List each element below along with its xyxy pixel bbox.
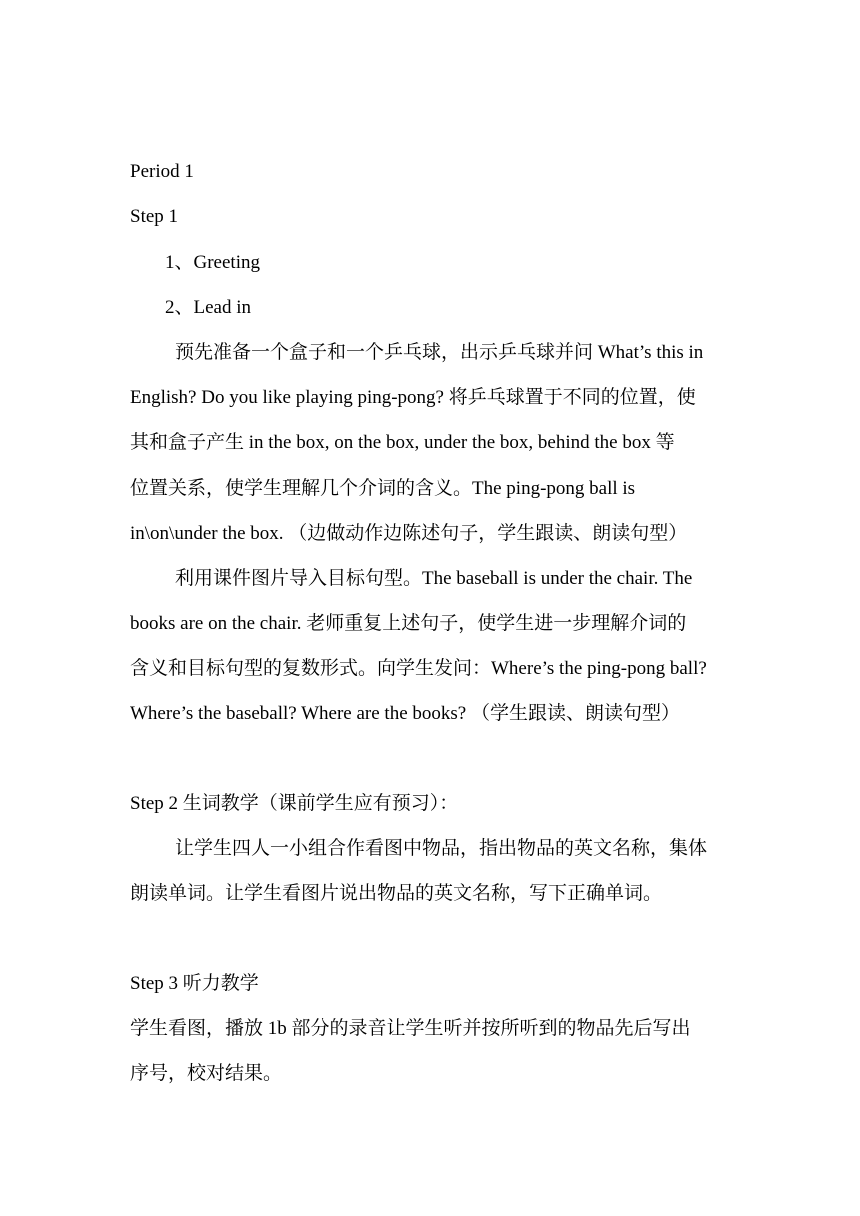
step1-para2-line: 含义和目标句型的复数形式。向学生发问：Where’s the ping-pong ball? xyxy=(130,658,707,679)
step1-item-lead-in: 2、Lead in xyxy=(165,297,252,318)
step1-para2-line: books are on the chair. 老师重复上述句子，使学生进一步理解介词的 xyxy=(130,613,687,634)
step2-heading: Step 2 生词教学（课前学生应有预习）： xyxy=(130,793,459,814)
period-heading: Period 1 xyxy=(130,161,194,182)
step1-heading: Step 1 xyxy=(130,206,179,227)
step2-para-line: 朗读单词。让学生看图片说出物品的英文名称，写下正确单词。 xyxy=(130,883,663,904)
step2-para-line: 让学生四人一小组合作看图中物品，指出物品的英文名称，集体 xyxy=(175,838,708,859)
step1-para1-line: English? Do you like playing ping-pong? 将乒乓球置于不同的位置，使 xyxy=(130,387,696,408)
step3-para-line: 序号，校对结果。 xyxy=(130,1063,283,1084)
step1-para1-line: 位置关系，使学生理解几个介词的含义。The ping-pong ball is xyxy=(130,478,636,499)
step1-item-greeting: 1、Greeting xyxy=(165,252,260,273)
step3-heading: Step 3 听力教学 xyxy=(130,973,259,994)
step1-para1-line: in\on\under the box. （边做动作边陈述句子，学生跟读、朗读句型） xyxy=(130,523,688,544)
step3-para-line: 学生看图，播放 1b 部分的录音让学生听并按所听到的物品先后写出 xyxy=(130,1018,691,1039)
step1-para1-line: 其和盒子产生 in the box, on the box, under the box, behind the box 等 xyxy=(130,432,675,453)
step1-para1-line: 预先准备一个盒子和一个乒乓球，出示乒乓球并问 What’s this in xyxy=(175,342,704,363)
step1-para2-line: Where’s the baseball? Where are the books? （学生跟读、朗读句型） xyxy=(130,703,680,724)
step1-para2-line: 利用课件图片导入目标句型。The baseball is under the chair. The xyxy=(175,568,693,589)
